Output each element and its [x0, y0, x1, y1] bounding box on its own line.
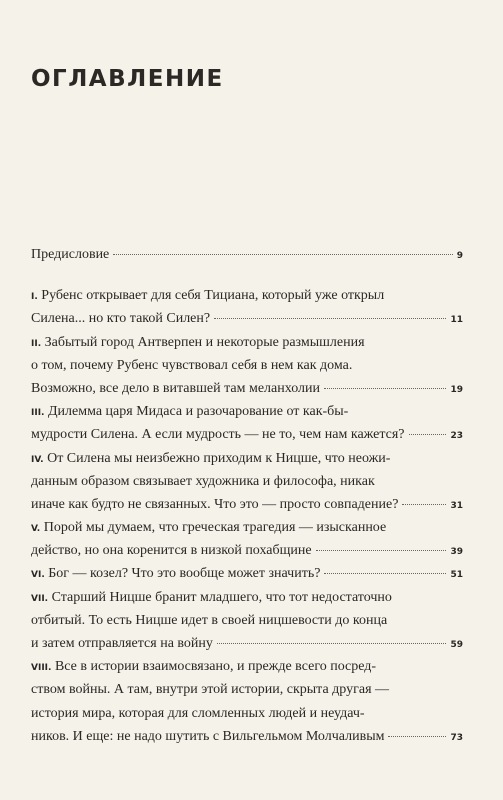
chapter-number: VIII.: [31, 663, 52, 674]
chapter-title-text: данным образом связывает художника и философа, никак: [31, 473, 375, 489]
page-number: 9: [456, 251, 463, 261]
chapter-number: II.: [31, 338, 42, 349]
chapter-title-text: От Силена мы неизбежно приходим к Ницше, что неожи-: [43, 450, 391, 466]
dot-leader: [388, 736, 446, 737]
toc-line: [31, 655, 463, 678]
chapter-title-text: Бог — козел? Что это вообще может значить?: [44, 566, 321, 582]
toc-line: [31, 632, 463, 655]
toc-entry[interactable]: [31, 331, 463, 401]
chapter-title-text: Предисловие: [31, 247, 110, 262]
chapter-number: I.: [31, 292, 38, 303]
toc-line: [31, 586, 463, 609]
chapter-title-text: и затем отправляется на войну: [31, 636, 213, 651]
chapter-title-text: отбитый. То есть Ницше идет в своей ницшевости до конца: [31, 612, 388, 628]
toc-line: [31, 562, 463, 585]
toc-line: [31, 400, 463, 423]
chapter-number: VI.: [31, 570, 45, 581]
toc-line: [31, 423, 463, 446]
dot-leader: [409, 434, 447, 435]
toc-line: [31, 702, 463, 725]
toc-entry[interactable]: [31, 586, 463, 656]
toc-entry[interactable]: [31, 400, 463, 446]
chapter-number: VII.: [31, 593, 49, 604]
toc-entry[interactable]: [31, 284, 463, 330]
toc-line: [31, 609, 463, 632]
page-number: 19: [450, 384, 463, 395]
chapter-number: IV.: [31, 454, 44, 465]
page-number: 51: [450, 570, 463, 581]
toc-line: [31, 284, 463, 307]
dot-leader: [214, 318, 446, 319]
chapter-title-text: мудрости Силена. А если мудрость — не то, чем нам кажется?: [31, 427, 405, 443]
page-number: 59: [450, 640, 463, 650]
toc-entry[interactable]: [31, 562, 463, 585]
page-number: 23: [450, 431, 463, 442]
chapter-title-text: Силена... но кто такой Силен?: [31, 311, 211, 327]
toc-line: [31, 243, 463, 266]
toc-line: [31, 377, 463, 400]
chapter-title-text: Забытый город Антверпен и некоторые размышления: [41, 334, 365, 350]
toc-entry[interactable]: [31, 447, 463, 517]
chapter-title-text: действо, но она коренится в низкой похабщине: [31, 543, 312, 559]
chapter-title-text: иначе как будто не связанных. Что это — просто совпадение?: [31, 496, 399, 512]
chapter-number: III.: [31, 408, 45, 419]
chapter-title-text: Возможно, все дело в витавшей там меланхолии: [31, 380, 320, 396]
chapter-title-text: Дилемма царя Мидаса и разочарование от как-бы-: [44, 404, 349, 420]
page-number: 11: [450, 315, 463, 326]
toc-line: [31, 331, 463, 354]
toc-line: [31, 725, 463, 748]
dot-leader: [324, 573, 446, 574]
toc-entry[interactable]: [31, 516, 463, 562]
page-number: 39: [450, 547, 463, 558]
chapter-title-text: ников. И еще: не надо шутить с Вильгельмом Молчаливым: [31, 728, 385, 744]
toc-line: [31, 493, 463, 516]
toc-line: [31, 447, 463, 470]
chapter-title-text: Порой мы думаем, что греческая трагедия — изысканное: [40, 520, 387, 536]
dot-leader: [316, 550, 447, 551]
dot-leader: [402, 504, 446, 505]
chapter-title-text: Старший Ницше бранит младшего, что тот недостаточно: [48, 589, 392, 605]
chapter-title-text: Все в истории взаимосвязано, и прежде всего посред-: [51, 659, 377, 675]
chapter-title-text: история мира, которая для сломленных людей и неудач-: [31, 705, 365, 721]
table-of-contents: [31, 243, 463, 748]
toc-line: [31, 516, 463, 539]
page-title: ОГЛАВЛЕНИЕ: [31, 66, 224, 92]
page-number: 73: [450, 732, 463, 743]
toc-line: [31, 539, 463, 562]
page-number: 31: [450, 500, 463, 511]
toc-line: [31, 354, 463, 377]
toc-line: [31, 470, 463, 493]
toc-entry[interactable]: [31, 655, 463, 748]
chapter-number: V.: [31, 524, 41, 535]
dot-leader: [113, 254, 452, 255]
toc-line: [31, 307, 463, 330]
toc-entry[interactable]: [31, 243, 463, 266]
chapter-title-text: ством войны. А там, внутри этой истории, скрыта другая —: [31, 682, 390, 698]
dot-leader: [217, 643, 447, 644]
chapter-title-text: о том, почему Рубенс чувствовал себя в нем как дома.: [31, 357, 353, 373]
toc-line: [31, 678, 463, 701]
chapter-title-text: Рубенс открывает для себя Тициана, который уже открыл: [37, 288, 385, 304]
dot-leader: [324, 388, 446, 389]
